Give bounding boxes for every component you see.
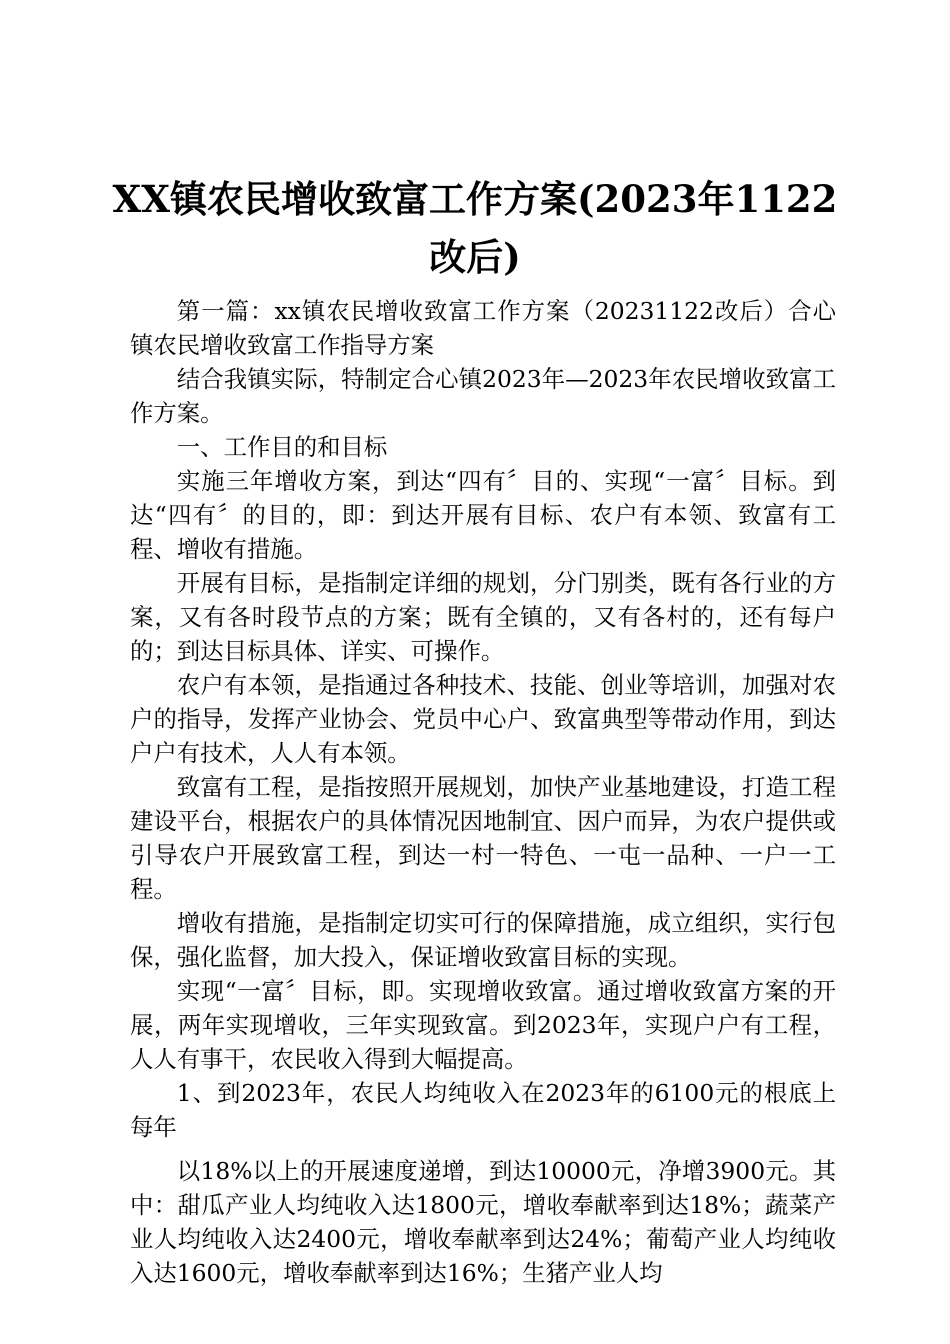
paragraph-4: 开展有目标，是指制定详细的规划，分门别类，既有各行业的方案，又有各时段节点的方案；既有全镇的，又有各村的，还有每户的；到达目标具体、详实、可操作。 [130, 569, 836, 665]
paragraph-1: 第一篇：xx镇农民增收致富工作方案（20231122改后）合心镇农民增收致富工作指导方案 [130, 297, 836, 359]
paragraph-6: 致富有工程，是指按照开展规划，加快产业基地建设，打造工程建设平台，根据农户的具体情况因地制宜、因户而异，为农户提供或引导农户开展致富工程，到达一村一特色、一屯一品种、一户一工程。 [130, 773, 836, 903]
paragraph-2: 结合我镇实际，特制定合心镇2023年—2023年农民增收致富工作方案。 [130, 365, 836, 427]
document-title: XX镇农民增收致富工作方案(2023年1122改后) [112, 177, 838, 279]
paragraph-7: 增收有措施，是指制定切实可行的保障措施，成立组织，实行包保，强化监督，加大投入，保证增收致富目标的实现。 [130, 909, 836, 971]
section-heading-1: 一、工作目的和目标 [176, 433, 388, 461]
document-body [130, 294, 836, 1290]
paragraph-10: 以18%以上的开展速度递增，到达10000元，净增3900元。其中：甜瓜产业人均纯收入达1800元，增收奉献率到达18%；蔬菜产业人均纯收入达2400元，增收奉献率到达24%；葡萄产业人均纯收入达1600元，增收奉献率到达16%；生猪产业人均 [130, 1157, 836, 1287]
paragraph-3: 实施三年增收方案，到达“四有〞目的、实现“一富〞目标。到达“四有〞的目的，即：到达开展有目标、农户有本领、致富有工程、增收有措施。 [130, 467, 836, 563]
paragraph-5: 农户有本领，是指通过各种技术、技能、创业等培训，加强对农户的指导，发挥产业协会、党员中心户、致富典型等带动作用，到达户户有技术，人人有本领。 [130, 671, 836, 767]
paragraph-8: 实现“一富〞目标，即。实现增收致富。通过增收致富方案的开展，两年实现增收，三年实现致富。到2023年，实现户户有工程，人人有事干，农民收入得到大幅提高。 [130, 977, 836, 1073]
paragraph-9: 1、到2023年，农民人均纯收入在2023年的6100元的根底上每年 [130, 1079, 836, 1141]
